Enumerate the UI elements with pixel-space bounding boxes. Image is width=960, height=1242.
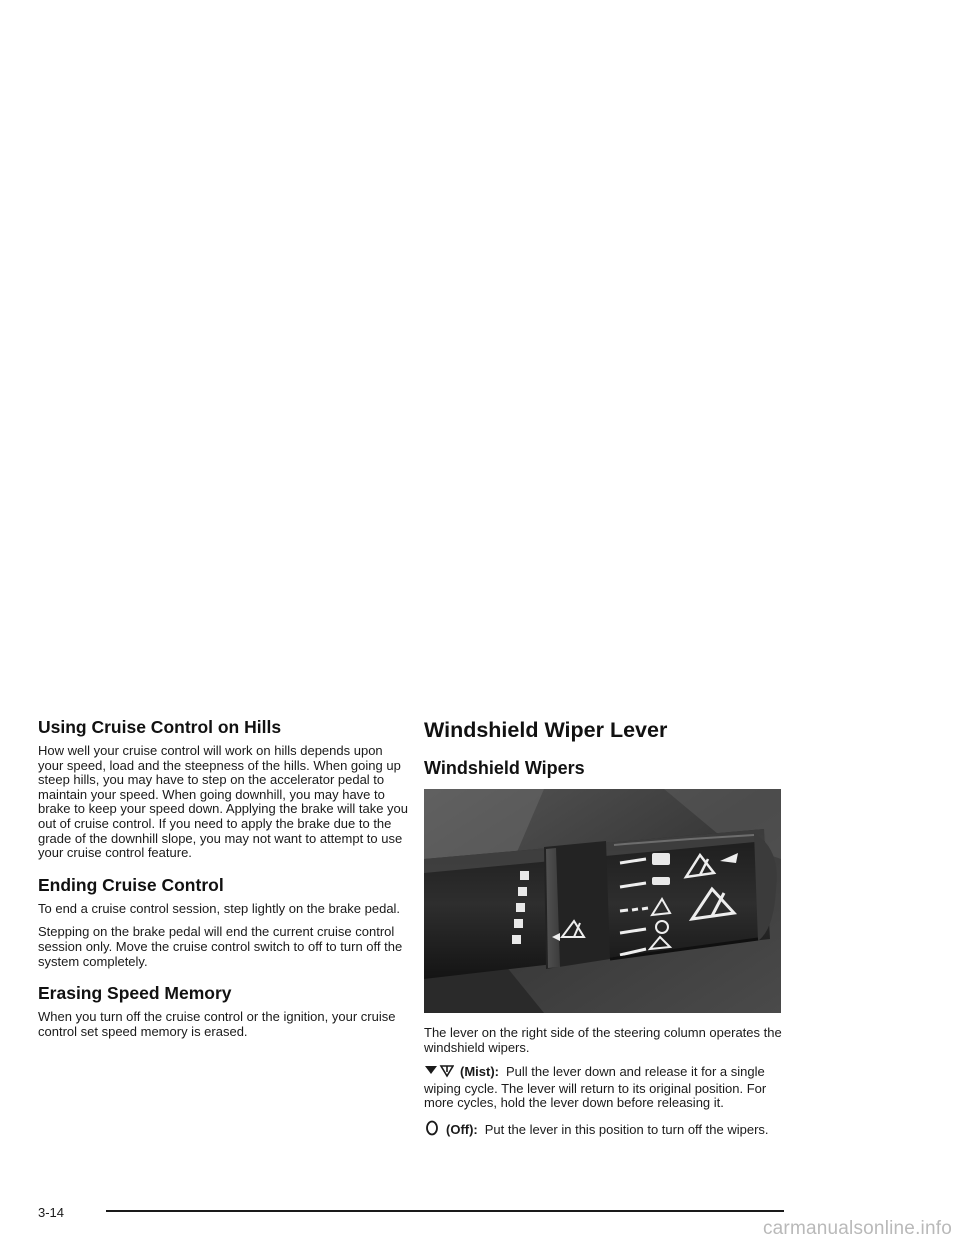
page-number: 3-14 (38, 1205, 65, 1220)
right-column (424, 717, 784, 1149)
off-circle-icon (424, 1120, 440, 1140)
off-label: (Off): (446, 1121, 478, 1137)
off-text: Put the lever in this position to turn off the wipers. (484, 1121, 769, 1137)
mist-item (424, 1064, 784, 1111)
subheading-windshield-wipers: Windshield Wipers (424, 758, 585, 778)
para-erasing-memory: When you turn off the cruise control or the ignition, your cruise control set speed memory is erased. (38, 1009, 396, 1039)
wiper-lever-photo (424, 789, 781, 1013)
heading-cruise-hills: Using Cruise Control on Hills (38, 717, 282, 737)
para-ending-cruise-1: To end a cruise control session, step lightly on the brake pedal. (38, 900, 401, 916)
para-wiper-intro: The lever on the right side of the steering column operates the windshield wipers. (424, 1025, 782, 1055)
heading-erasing-memory: Erasing Speed Memory (38, 983, 232, 1004)
chapter-title: Windshield Wiper Lever (424, 718, 668, 742)
watermark: carmanualsonline.info (762, 1218, 952, 1239)
mist-text: Pull the lever down and release it for a single wiping cycle. The lever will return to its original position. For more cycles, hold the lever down before releasing it. (424, 1064, 767, 1111)
para-ending-cruise-2: Stepping on the brake pedal will end the current cruise control session only. Move the cruise control switch to off to turn off the system completely. (38, 924, 403, 969)
para-cruise-hills: How well your cruise control will work on hills depends upon your speed, load and the steepness of the hills. When going up steep hills, you may have to step on the accelerator pedal to maintain your speed. When going downhill, you may have to brake to keep your speed down. Applying the brake will take you out of cruise control. If you need to apply the brake due to the grade of the downhill slope, you may not want to attempt to use your cruise control feature. (38, 743, 409, 861)
footer-rule (106, 1210, 784, 1212)
mist-label: (Mist): (460, 1064, 499, 1080)
left-column (38, 717, 410, 1048)
mist-wiper-icon (424, 1064, 454, 1082)
heading-ending-cruise: Ending Cruise Control (38, 874, 224, 895)
off-item (424, 1120, 784, 1140)
